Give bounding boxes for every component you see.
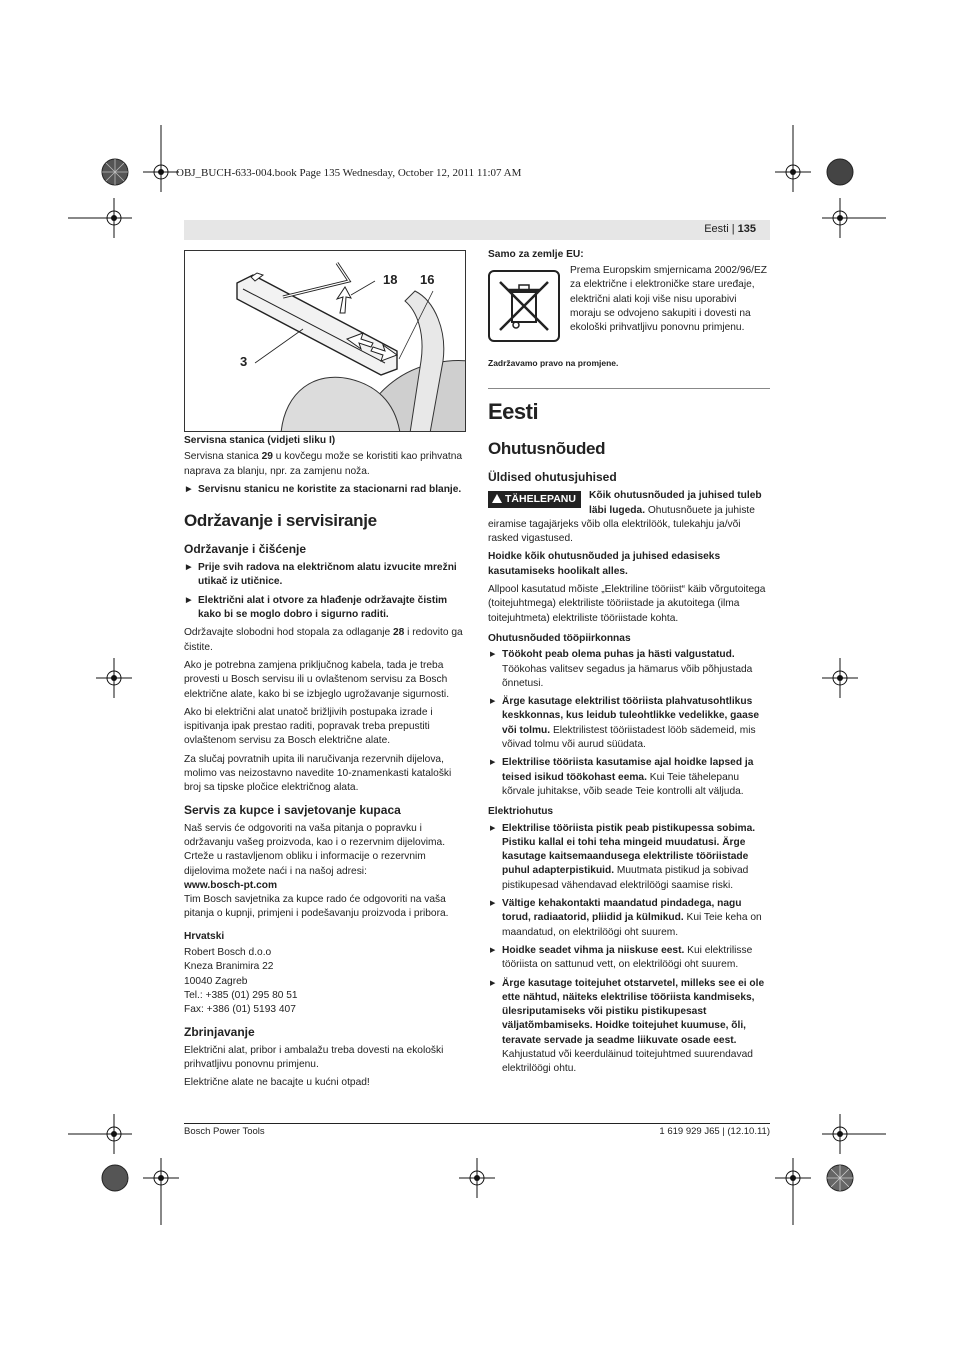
trim-line — [858, 217, 886, 219]
address-block: Robert Bosch d.o.o Kneza Branimira 22 10040 Zagreb Tel.: +385 (01) 295 80 51 Fax: +386 (01) 5193 407 — [184, 947, 298, 1016]
crosshair-icon — [96, 1114, 132, 1154]
bullet-elec-3: ▶ Hoidke seadet vihma ja niiskuse eest. Kui elektrilisse tööriista on sattunud vett, on elektrilöögi oht suurem. — [488, 944, 770, 973]
bullet-work-3: ▶ Elektrilise tööriista kasutamise ajal hoidke lapsed ja teised isikud töökohast eema. Kui Teie tähelepanu kõrvale juhitakse, võib seade Teie kontrolli alt väljuda. — [488, 756, 770, 799]
bullet-work-1: ▶ Töökoht peab olema puhas ja hästi valgustatud. Töökohas valitsev segadus ja hämarus võib põhjustada õnnetusi. — [488, 648, 770, 691]
warning-badge: TÄHELEPANU — [488, 491, 581, 508]
subheading-work-area: Ohutusnõuded tööpiirkonnas — [488, 632, 631, 644]
subheading-disposal: Zbrinjavanje — [184, 1024, 255, 1039]
figure-label-3: 3 — [240, 354, 248, 369]
header-separator: | — [731, 223, 735, 235]
bullet-clean: ▶ Električni alat i otvore za hlađenje održavajte čistim kako bi se moglo dobro i sigurno raditi. — [184, 594, 466, 623]
subheading-cleaning: Održavanje i čišćenje — [184, 542, 307, 557]
registration-mark-icon — [825, 157, 855, 187]
eu-text: Prema Europskim smjernicama 2002/96/EZ za električne i elektroničke stare uređaje, električni alati koji više nisu uporabivi moraju se odvojeno sakupiti i dovesti na ekološki prihvatljivu ponovnu primjenu. — [570, 265, 768, 334]
warning-triangle-icon — [492, 494, 502, 503]
footer-brand: Bosch Power Tools — [184, 1126, 265, 1137]
trim-line — [858, 1133, 886, 1135]
crosshair-icon — [143, 1158, 179, 1198]
registration-mark-icon — [100, 157, 130, 187]
trim-line — [160, 1198, 162, 1225]
crosshair-icon — [96, 658, 132, 698]
registration-mark-icon — [825, 1163, 855, 1193]
paragraph-clean-foot: Održavajte slobodni hod stopala za odlaganje 28 i redovito ga čistite. — [184, 627, 463, 653]
right-column — [488, 248, 770, 1081]
service-url[interactable]: www.bosch-pt.com — [184, 879, 278, 891]
warning-block — [488, 489, 770, 546]
bullet-elec-4: ▶ Ärge kasutage toitejuhet otstarvetel, milleks see ei ole ette nähtud, näiteks elektrilise tööriista kandmiseks, ülesriputamiseks või pistiku pistikupesast väljatõmbamiseks. Hoidke toitejuhet kuumuse, õli, teravate servade ja seadme liikuvate osade eest. Kahjustatud või keerduläinud toitejuhtmed suurendavad elektrilöögi ohtu. — [488, 977, 770, 1077]
paragraph-term: Allpool kasutatud mõiste „Elektriline tööriist“ käib võrgutoitega (toitejuhtmega) elektriliste tööriistade ja akutoitega (ilma toitejuhtmeta) elektriliste tööriistade kohta. — [488, 584, 766, 624]
crosshair-icon — [459, 1158, 495, 1198]
paragraph-order: Za slučaj povratnih upita ili naručivanja rezervnih dijelova, molimo vas neizostavno navedite 10-znamenkasti kataloški broj sa tipske pločice električnog alata. — [184, 753, 452, 794]
bullet-elec-1: ▶ Elektrilise tööriista pistik peab pistikupessa sobima. Pistiku kallal ei tohi teha mingeid muudatusi. Ärge kasutage kaitsemaandusega elektriliste tööriistade puhul adapterpistikuid. Muutmata pistikud ja sobivad pistikupesad vähendavad elektrilöögi saamise riski. — [488, 822, 770, 893]
trim-line — [792, 125, 794, 152]
section-heading-safety: Ohutusnõuded — [488, 439, 606, 459]
eu-disposal-block — [488, 248, 770, 352]
keep-instructions: Hoidke kõik ohutusnõuded ja juhised edasiseks kasutamiseks hoolikalt alles. — [488, 551, 721, 577]
paragraph-cable: Ako je potrebna zamjena priključnog kabela, tada je treba provesti u Bosch servisu ili u ovlaštenom servisu za Bosch električne alate, kako bi se izbjeglo ugrožavanje sigurnosti. — [184, 659, 450, 700]
service-station-paragraph: Servisna stanica 29 u kovčegu može se koristiti kao prihvatna naprava za blanju, npr. za zamjenu noža. — [184, 451, 463, 477]
reserve-note: Zadržavamo pravo na promjene. — [488, 358, 619, 368]
figure-label-18: 18 — [383, 272, 398, 287]
paragraph-service: Naš servis će odgovoriti na vaša pitanja o popravku i održavanju vašeg proizvoda, kao i o rezervnim dijelovima. Crteže u rastavljenom obliku i informacije o rezervnim dijelovima možete naći i na našoj adresi: www.bosch-pt.com Tim Bosch savjetnika za kupce rado će odgovoriti na vaša pitanja o kupnji, primjeni i podešavanju proizvoda i pribora. — [184, 822, 449, 920]
crosshair-icon — [96, 198, 132, 238]
page-number: 135 — [737, 223, 756, 235]
page-header — [184, 220, 770, 240]
bullet-elec-2: ▶ Vältige kehakontakti maandatud pindadega, nagu torud, radiaatorid, pliidid ja külmikud. Kui Teie keha on maandatud, on elektrilöögi oht suurem. — [488, 897, 770, 940]
paragraph-disposal: Električni alat, pribor i ambalažu treba dovesti na ekološki prihvatljivu ponovnu primjenu. — [184, 1044, 444, 1070]
paragraph-failure: Ako bi električni alat unatoč brižljivih postupaka izrade i ispitivanja ipak prestao raditi, popravak treba prepustiti ovlaštenom servisu za Bosch električne alate. — [184, 706, 433, 747]
bullet-unplug: ▶ Prije svih radova na električnom alatu izvucite mrežni utikač iz utičnice. — [184, 561, 466, 590]
trim-line — [68, 217, 96, 219]
crosshair-icon — [775, 152, 811, 192]
crosshair-icon — [822, 1114, 858, 1154]
subheading-electrical: Elektriohutus — [488, 806, 554, 818]
left-column — [184, 250, 466, 1094]
footer-doc-number: 1 619 929 J65 | (12.10.11) — [659, 1126, 770, 1137]
trim-line — [68, 1133, 96, 1135]
eu-caption: Samo za zemlje EU: — [488, 249, 584, 260]
figure-caption: Servisna stanica (vidjeti sliku I) — [184, 435, 336, 446]
trim-line — [792, 1198, 794, 1225]
subheading-general: Üldised ohutusjuhised — [488, 470, 617, 485]
registration-mark-icon — [100, 1163, 130, 1193]
bullet-station-warning: ▶ Servisnu stanicu ne koristite za stacionarni rad blanje. — [184, 483, 466, 497]
trim-line — [160, 125, 162, 152]
header-language: Eesti — [704, 223, 729, 235]
section-heading-maintenance: Održavanje i servisiranje — [184, 511, 377, 531]
crosshair-icon — [143, 152, 179, 192]
crossed-bin-icon — [488, 270, 560, 342]
crosshair-icon — [822, 658, 858, 698]
bullet-work-2: ▶ Ärge kasutage elektrilist tööriista plahvatusohtlikus keskkonnas, kus leidub tuleohtlikke vedelikke, gaase või tolmu. Elektrilistest tööriistadest lööb sädemeid, mis võivad tolmu või aurud süüdata. — [488, 695, 770, 752]
language-heading: Eesti — [488, 399, 539, 425]
figure-service-station — [184, 250, 466, 432]
warning-text: Kõik ohutusnõuded ja juhised tuleb läbi lugeda. Ohutusnõuete ja juhiste eiramise tagajärjeks võib olla elektrilöök, tulekahju ja/või rasked vigastused. — [488, 490, 762, 545]
subheading-service: Servis za kupce i savjetovanje kupaca — [184, 802, 401, 817]
print-line: OBJ_BUCH-633-004.book Page 135 Wednesday, October 12, 2011 11:07 AM — [176, 167, 522, 179]
subheading-country: Hrvatski — [184, 930, 225, 942]
footer-rule — [184, 1123, 770, 1124]
section-divider — [488, 388, 770, 389]
figure-label-16: 16 — [420, 272, 435, 287]
crosshair-icon — [775, 1158, 811, 1198]
crosshair-icon — [822, 198, 858, 238]
paragraph-household: Električne alate ne bacajte u kućni otpad! — [184, 1077, 370, 1089]
